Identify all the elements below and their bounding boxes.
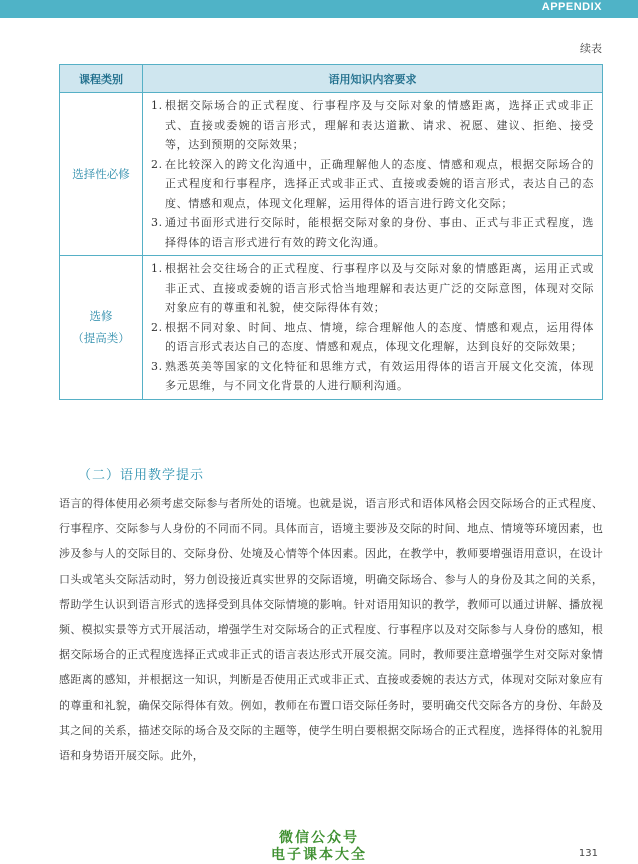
header-course-category: 课程类别 [60, 65, 143, 93]
table-header-row [60, 65, 603, 93]
item-number: 2. [151, 320, 163, 334]
category-label: 选择性必修 [72, 167, 130, 181]
list-item [151, 318, 594, 357]
item-number: 3. [151, 359, 163, 373]
list-item [151, 357, 594, 396]
item-number: 1. [151, 262, 163, 275]
item-text: 在比较深入的跨文化沟通中，正确理解他人的态度、情感和观点，根据交际场合的正式程度和行事程序，选择正式或非正式、直接或委婉的语言形式，表达自己的态度、情感和观点，体现文化理解，运用得体的语言进行跨文化交际； [165, 157, 594, 210]
section-heading: （二）语用教学提示 [78, 468, 205, 483]
pragmatics-requirements-table [59, 64, 603, 400]
continued-label: 续表 [580, 42, 602, 55]
top-header-band [0, 0, 638, 18]
category-cell [60, 93, 143, 256]
item-text: 根据不同对象、时间、地点、情境，综合理解他人的态度、情感和观点，运用得体的语言形式表达自己的态度、情感和观点，体现文化理解，达到良好的交际效果； [165, 320, 594, 353]
body-paragraph: 语言的得体使用必须考虑交际参与者所处的语境。也就是说，语言形式和语体风格会因交际场合的正式程度、行事程序、交际参与人身份的不同而不同。具体而言，语境主要涉及交际的时间、地点、情境等环境因素，也涉及参与人的交际目的、交际身份、处境及心情等个体因素。因此，在教学中，教师要增强语用意识，在设计口头或笔头交际活动时，努力创设接近真实世界的交际语境，明确交际场合、参与人的身份及其之间的关系，帮助学生认识到语言形式的选择受到具体交际情境的影响。针对语用知识的教学，教师可以通过讲解、播放视频、模拟实景等方式开展活动，增强学生对交际场合的正式程度、行事程序以及对交际参与人身份的感知，根据交际场合的正式程度选择正式或非正式的语言表达形式开展交流。同时，教师要注意增强学生对交际对象情感距离的感知，并根据这一知识，判断是否使用正式或非正式、直接或委婉的表达方式，体现对交际对象应有的尊重和礼貌，确保交际得体有效。例如，教师在布置口语交际任务时，要明确交代交际各方的身份、年龄及其之间的关系，描述交际的场合及交际的主题等，使学生明白要根据交际场合的正式程度，选择得体的礼貌用语和身势语开展交际。此外， [59, 497, 603, 763]
list-item [151, 155, 594, 214]
category-label: 选修 [89, 309, 113, 324]
item-number: 1. [151, 99, 163, 112]
list-item [151, 213, 594, 252]
item-text: 熟悉英美等国家的文化特征和思维方式，有效运用得体的语言开展文化交流，体现多元思维，与不同文化背景的人进行顺利沟通。 [165, 359, 594, 392]
content-cell [143, 256, 603, 400]
header-content-requirements: 语用知识内容要求 [143, 65, 603, 93]
watermark-line-1: 微信公众号 [279, 830, 359, 846]
item-text: 根据交际场合的正式程度、行事程序及与交际对象的情感距离，选择正式或非正式、直接或委婉的语言形式，理解和表达道歉、请求、祝愿、建议、拒绝、接受等，达到预期的交际效果； [165, 99, 594, 151]
table-row [60, 256, 603, 400]
category-cell [60, 256, 143, 400]
category-sublabel: （提高类） [72, 331, 130, 346]
table-row [60, 93, 603, 256]
list-item [151, 259, 594, 318]
list-item [151, 96, 594, 155]
item-text: 根据社会交往场合的正式程度、行事程序以及与交际对象的情感距离，运用正式或非正式、直接或委婉的语言形式恰当地理解和表达更广泛的交际意图，体现对交际对象应有的尊重和礼貌，使交际得体有效； [165, 262, 594, 314]
content-cell [143, 93, 603, 256]
item-text: 通过书面形式进行交际时，能根据交际对象的身份、事由、正式与非正式程度，选择得体的语言形式进行有效的跨文化沟通。 [165, 216, 594, 249]
item-number: 3. [151, 216, 163, 229]
section-label: APPENDIX [541, 1, 602, 13]
item-number: 2. [151, 157, 163, 171]
page-number: 131 [578, 848, 598, 859]
watermark-line-2: 电子课本大全 [271, 847, 367, 863]
